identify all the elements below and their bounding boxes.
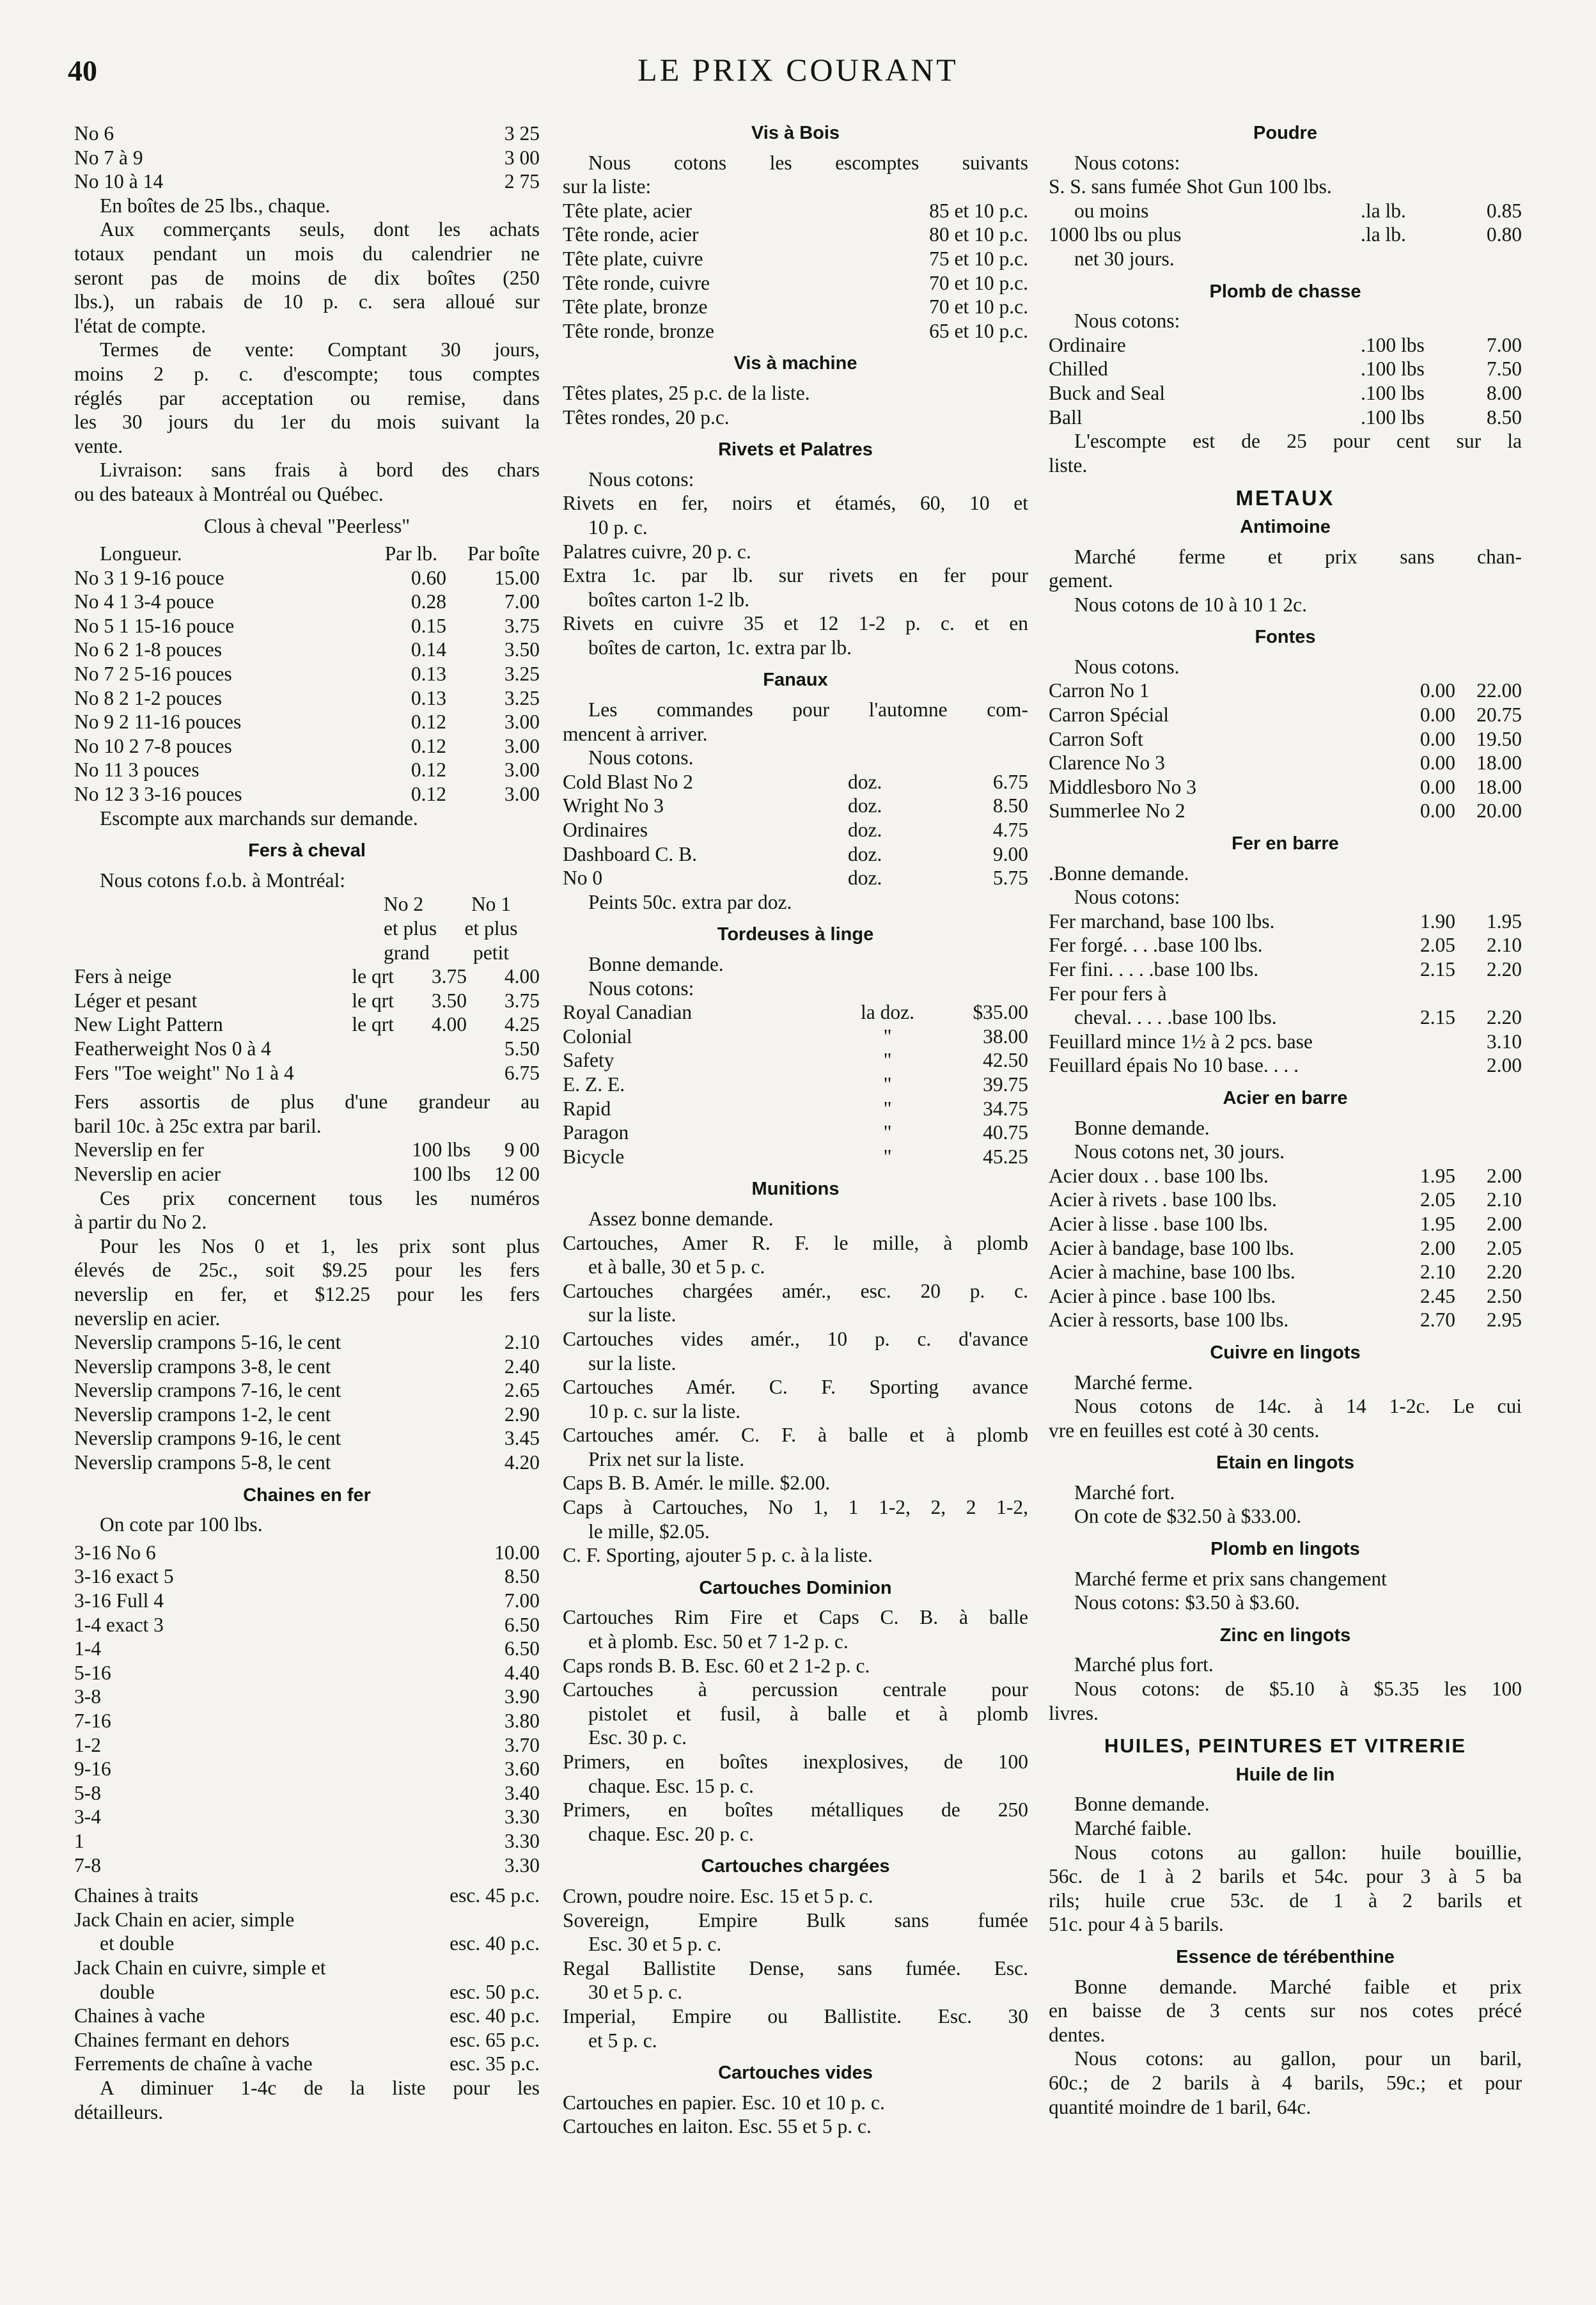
paragraph-line: Regal Ballistite Dense, sans fumée. Esc.: [563, 1956, 1028, 1979]
table-row: Paragon " 40.75: [563, 1121, 1028, 1144]
paragraph-line: 10 p. c. sur la liste.: [588, 1399, 740, 1422]
paragraph-line: totaux pendant un mois du calendrier ne: [74, 242, 540, 265]
paragraph-line: Ces prix concernent tous les numéros: [100, 1186, 540, 1209]
paragraph-line: l'état de compte.: [74, 314, 206, 337]
paragraph-line: Nous cotons au gallon: huile bouillie,: [1074, 1841, 1522, 1864]
table-row: 1 3.30: [74, 1829, 540, 1852]
paragraph-line: On cote de $32.50 à $33.00.: [1074, 1505, 1302, 1528]
table-row: Carron Soft 0.00 19.50: [1049, 727, 1522, 750]
table-row: Buck and Seal .100 lbs 8.00: [1049, 381, 1522, 404]
table-row: No 5 1 15-16 pouce 0.15 3.75: [74, 614, 540, 637]
table-row: New Light Pattern le qrt 4.00 4.25: [74, 1013, 540, 1036]
paragraph-line: A diminuer 1-4c de la liste pour les: [100, 2076, 540, 2099]
paragraph-line: Nous cotons: $3.50 à $3.60.: [1074, 1591, 1300, 1614]
section-heading: Plomb de chasse: [1209, 281, 1361, 302]
table-row: 7-16 3.80: [74, 1710, 540, 1732]
table-row: Fers à neige le qrt 3.75 4.00: [74, 965, 540, 988]
price-row: No 7 à 9 3 00: [74, 146, 540, 169]
paragraph-line: neverslip en acier.: [74, 1307, 221, 1330]
table-row: Ferrements de chaîne à vache esc. 35 p.c.: [74, 2052, 540, 2075]
section-heading: Tordeuses à linge: [717, 924, 874, 945]
table-row: Tête ronde, cuivre 70 et 10 p.c.: [563, 271, 1028, 294]
table-row: 3-16 exact 5 8.50: [74, 1565, 540, 1588]
section-heading: Vis à Bois: [751, 123, 840, 143]
paragraph-line: gement.: [1049, 569, 1113, 592]
table-row: ou moins .la lb. 0.85: [1074, 199, 1522, 222]
paragraph-line: sur la liste:: [563, 175, 652, 198]
paragraph-line: à partir du No 2.: [74, 1211, 207, 1234]
intro-line: Nous cotons:: [1074, 151, 1180, 174]
table-row: 5-16 4.40: [74, 1661, 540, 1684]
paragraph-line: Têtes rondes, 20 p.c.: [563, 405, 730, 429]
paragraph-line: Nous cotons: de $5.10 à $5.35 les 100: [1074, 1678, 1522, 1701]
section-heading: Munitions: [751, 1179, 840, 1200]
paragraph-line: Nous cotons: au gallon, pour un baril,: [1074, 2047, 1522, 2070]
table-row: 1-4 exact 3 6.50: [74, 1613, 540, 1636]
table-row: Featherweight Nos 0 à 4 5.50: [74, 1037, 540, 1060]
table-row: 3-16 Full 4 7.00: [74, 1589, 540, 1612]
price-row: No 6 3 25: [74, 122, 540, 145]
table-row: Rapid " 34.75: [563, 1097, 1028, 1120]
intro-line: Nous cotons:: [588, 977, 694, 1000]
boxes-note: En boîtes de 25 lbs., chaque.: [100, 194, 331, 217]
paragraph-line: Cartouches vides amér., 10 p. c. d'avance: [563, 1327, 1028, 1350]
table-row: Ordinaire .100 lbs 7.00: [1049, 333, 1522, 356]
paragraph-line: Cartouches, Amer R. F. le mille, à plomb: [563, 1231, 1028, 1254]
intro-line: .Bonne demande.: [1049, 861, 1189, 885]
paragraph-line: Livraison: sans frais à bord des chars: [100, 459, 540, 482]
table-row: No 7 2 5-16 pouces 0.13 3.25: [74, 663, 540, 686]
section-heading: Acier en barre: [1223, 1087, 1348, 1108]
paragraph-line: Jack Chain en acier, simple: [74, 1908, 295, 1931]
table-row: Neverslip crampons 5-16, le cent 2.10: [74, 1331, 540, 1354]
table-row: 3-16 No 6 10.00: [74, 1541, 540, 1564]
paragraph-line: Nous cotons de 14c. à 14 1-2c. Le cui: [1074, 1395, 1522, 1418]
page-number: 40: [68, 54, 97, 87]
table-row: Chaines à vache esc. 40 p.c.: [74, 2004, 540, 2027]
section-heading: Chaines en fer: [243, 1484, 371, 1506]
table-row: 3-8 3.90: [74, 1685, 540, 1708]
intro-line: Nous cotons:: [1074, 310, 1180, 333]
paragraph-line: Cartouches Rim Fire et Caps C. B. à balle: [563, 1606, 1028, 1629]
table-row: 5-8 3.40: [74, 1781, 540, 1804]
table-row: Neverslip crampons 1-2, le cent 2.90: [74, 1403, 540, 1426]
paragraph-line: L'escompte est de 25 pour cent sur la: [1074, 430, 1522, 453]
paragraph-line: Palatres cuivre, 20 p. c.: [563, 540, 751, 563]
section-heading: METAUX: [1235, 486, 1335, 510]
table-row: Ordinaires doz. 4.75: [563, 819, 1028, 842]
table-row: Léger et pesant le qrt 3.50 3.75: [74, 989, 540, 1012]
paragraph-line: élevés de 25c., soit $9.25 pour les fers: [74, 1259, 540, 1282]
paragraph-line: Nous cotons de 10 à 10 1 2c.: [1074, 593, 1307, 616]
paragraph-line: mencent à arriver.: [563, 722, 708, 745]
section-heading: Cartouches Dominion: [699, 1577, 892, 1598]
paragraph-line: Les commandes pour l'automne com-: [588, 698, 1028, 721]
paragraph-line: dentes.: [1049, 2023, 1106, 2046]
paragraph-line: Esc. 30 p. c.: [588, 1726, 687, 1749]
table-row: Tête plate, acier 85 et 10 p.c.: [563, 199, 1028, 222]
section-heading: HUILES, PEINTURES ET VITRERIE: [1104, 1735, 1467, 1758]
paragraph-line: Imperial, Empire ou Ballistite. Esc. 30: [563, 2004, 1028, 2027]
intro-line: Marché fort.: [1074, 1481, 1175, 1504]
intro-line: Bonne demande.: [1074, 1116, 1210, 1139]
paragraph-line: Fer pour fers à: [1049, 982, 1167, 1005]
table-row: Tête plate, cuivre 75 et 10 p.c.: [563, 247, 1028, 270]
paragraph-line: Primers, en boîtes inexplosives, de 100: [563, 1750, 1028, 1773]
paragraph-line: réglés par acceptation ou remise, dans: [74, 386, 540, 409]
section-heading: Antimoine: [1240, 516, 1331, 537]
paragraph-line: Peints 50c. extra par doz.: [588, 890, 792, 913]
table-row: No 10 2 7-8 pouces 0.12 3.00: [74, 734, 540, 757]
table-row: 9-16 3.60: [74, 1758, 540, 1781]
paragraph-line: neverslip en fer, et $12.25 pour les fers: [74, 1282, 540, 1305]
paragraph-line: et 5 p. c.: [588, 2029, 657, 2052]
paragraph-line: rils; huile crue 53c. de 1 à 2 barils et: [1049, 1889, 1522, 1912]
paragraph-line: Cartouches amér. C. F. à balle et à plomb: [563, 1424, 1028, 1447]
paragraph-line: Caps ronds B. B. Esc. 60 et 2 1-2 p. c.: [563, 1654, 870, 1677]
table-row: Acier doux . . base 100 lbs. 1.95 2.00: [1049, 1164, 1522, 1187]
paragraph-line: Termes de vente: Comptant 30 jours,: [100, 338, 540, 361]
paragraph-line: moins 2 p. c. d'escompte; tous comptes: [74, 362, 540, 385]
paragraph-line: Rivets en fer, noirs et étamés, 60, 10 et: [563, 492, 1028, 515]
price-row: No 10 à 14 2 75: [74, 170, 540, 193]
table-row: Neverslip en fer 100 lbs 9 00: [74, 1138, 540, 1161]
intro-line: Nous cotons.: [1074, 655, 1180, 678]
paragraph-line: ou des bateaux à Montréal ou Québec.: [74, 482, 384, 505]
paragraph-line: 30 et 5 p. c.: [588, 1981, 682, 2004]
table-row: Bicycle " 45.25: [563, 1145, 1028, 1168]
table-row: 1000 lbs ou plus .la lb. 0.80: [1049, 223, 1522, 246]
intro-line: Bonne demande.: [588, 953, 724, 975]
paragraph-line: et à plomb. Esc. 50 et 7 1-2 p. c.: [588, 1630, 849, 1653]
table-row: Summerlee No 2 0.00 20.00: [1049, 799, 1522, 822]
table-row: Carron No 1 0.00 22.00: [1049, 679, 1522, 702]
paragraph-line: Têtes plates, 25 p.c. de la liste.: [563, 381, 810, 404]
intro-line: Nous cotons f.o.b. à Montréal:: [100, 869, 346, 892]
paragraph-line: 56c. de 1 à 2 barils et 54c. pour 3 à 5 ba: [1049, 1865, 1522, 1888]
paragraph-line: liste.: [1049, 453, 1088, 476]
table-row: Feuillard mince 1½ à 2 pcs. base 3.10: [1049, 1030, 1522, 1053]
table-row: Cold Blast No 2 doz. 6.75: [563, 770, 1028, 793]
table-row: Colonial " 38.00: [563, 1025, 1028, 1048]
paragraph-line: net 30 jours.: [1074, 247, 1175, 270]
table-row: 1-4 6.50: [74, 1637, 540, 1660]
paragraph-line: 60c.; de 2 barils à 4 barils, 59c.; et pour: [1049, 2071, 1522, 2094]
intro-line: Nous cotons.: [588, 746, 694, 769]
column-heads: et plus et plus: [384, 917, 518, 940]
paragraph-line: Prix net sur la liste.: [588, 1447, 745, 1470]
paragraph-line: Pour les Nos 0 et 1, les prix sont plus: [100, 1234, 540, 1257]
table-row: Acier à lisse . base 100 lbs. 1.95 2.00: [1049, 1212, 1522, 1235]
section-heading: Poudre: [1253, 123, 1317, 143]
table-row: Royal Canadian la doz. $35.00: [563, 1001, 1028, 1024]
column-heads: grand petit: [384, 941, 509, 964]
paragraph-line: 51c. pour 4 à 5 barils.: [1049, 1913, 1224, 1936]
paragraph-line: vre en feuilles est coté à 30 cents.: [1049, 1419, 1320, 1442]
section-heading: Cartouches chargées: [701, 1856, 890, 1877]
paragraph-line: Caps B. B. Amér. le mille. $2.00.: [563, 1472, 831, 1495]
table-row: Acier à pince . base 100 lbs. 2.45 2.50: [1049, 1284, 1522, 1307]
paragraph-line: seront pas de moins de dix boîtes (250: [74, 266, 540, 289]
table-row: Ball .100 lbs 8.50: [1049, 405, 1522, 429]
intro-line: Bonne demande.: [1074, 1793, 1210, 1816]
section-heading: Essence de térébenthine: [1176, 1946, 1395, 1967]
intro-line: Nous cotons net, 30 jours.: [1074, 1140, 1285, 1163]
nails-header: Longueur. Par lb. Par boîte: [100, 542, 540, 565]
table-row: Tête plate, bronze 70 et 10 p.c.: [563, 295, 1028, 319]
table-row: No 12 3 3-16 pouces 0.12 3.00: [74, 783, 540, 806]
paragraph-line: chaque. Esc. 20 p. c.: [588, 1822, 754, 1845]
paragraph-line: Cartouches Amér. C. F. Sporting avance: [563, 1376, 1028, 1399]
paragraph-line: détailleurs.: [74, 2100, 164, 2123]
table-row: Chilled .100 lbs 7.50: [1049, 358, 1522, 381]
table-row: Tête ronde, acier 80 et 10 p.c.: [563, 223, 1028, 246]
paragraph-line: S. S. sans fumée Shot Gun 100 lbs.: [1049, 175, 1332, 198]
paragraph-line: Aux commerçants seuls, dont les achats: [100, 218, 540, 241]
table-row: et double esc. 40 p.c.: [100, 1932, 540, 1955]
table-row: Safety " 42.50: [563, 1049, 1028, 1072]
paragraph-line: Primers, en boîtes métalliques de 250: [563, 1798, 1028, 1821]
table-row: Carron Spécial 0.00 20.75: [1049, 704, 1522, 727]
table-row: Wright No 3 doz. 8.50: [563, 794, 1028, 817]
table-row: No 4 1 3-4 pouce 0.28 7.00: [74, 590, 540, 613]
paragraph-line: livres.: [1049, 1701, 1099, 1724]
page-title: LE PRIX COURANT: [638, 52, 958, 88]
intro-line: Marché ferme.: [1074, 1371, 1193, 1394]
table-row: 7-8 3.30: [74, 1853, 540, 1876]
section-heading: Fontes: [1255, 627, 1316, 648]
column-left: [74, 122, 540, 2124]
section-heading: Fanaux: [763, 670, 828, 691]
table-row: Neverslip crampons 9-16, le cent 3.45: [74, 1427, 540, 1450]
paragraph-line: boîtes carton 1-2 lb.: [588, 588, 749, 611]
paragraph-line: Nous cotons les escomptes suivants: [588, 151, 1028, 174]
table-row: No 3 1 9-16 pouce 0.60 15.00: [74, 566, 540, 589]
table-row: Neverslip en acier 100 lbs 12 00: [74, 1162, 540, 1185]
paragraph-line: Cartouches chargées amér., esc. 20 p. c.: [563, 1279, 1028, 1302]
paragraph-line: Cartouches en laiton. Esc. 55 et 5 p. c.: [563, 2115, 872, 2138]
paragraph-line: en baisse de 3 cents sur nos cotes précé: [1049, 1999, 1522, 2022]
table-row: double esc. 50 p.c.: [100, 1980, 540, 2003]
paragraph-line: Cartouches en papier. Esc. 10 et 10 p. c.: [563, 2091, 885, 2114]
section-heading: Rivets et Palatres: [718, 439, 873, 460]
paragraph-line: les 30 jours du 1er du mois suivant la: [74, 411, 540, 434]
section-heading: Cartouches vides: [718, 2063, 873, 2084]
table-row: No 9 2 11-16 pouces 0.12 3.00: [74, 711, 540, 734]
paragraph-line: C. F. Sporting, ajouter 5 p. c. à la liste.: [563, 1544, 873, 1567]
paragraph-line: Esc. 30 et 5 p. c.: [588, 1933, 722, 1956]
paragraph-line: chaque. Esc. 15 p. c.: [588, 1774, 754, 1797]
table-row: Fers "Toe weight" No 1 à 4 6.75: [74, 1061, 540, 1084]
table-row: Acier à bandage, base 100 lbs. 2.00 2.05: [1049, 1236, 1522, 1259]
paragraph-line: lbs.), un rabais de 10 p. c. sera alloué sur: [74, 290, 540, 313]
column-heads: No 2 No 1: [384, 893, 512, 916]
intro-line: On cote par 100 lbs.: [100, 1513, 263, 1536]
paragraph-line: Jack Chain en cuivre, simple et: [74, 1956, 326, 1979]
column-right: [1049, 122, 1522, 2119]
table-row: No 8 2 1-2 pouces 0.13 3.25: [74, 686, 540, 709]
table-row: Fer forgé. . . .base 100 lbs. 2.05 2.10: [1049, 934, 1522, 957]
paragraph-line: Crown, poudre noire. Esc. 15 et 5 p. c.: [563, 1884, 873, 1907]
table-row: Neverslip crampons 5-8, le cent 4.20: [74, 1451, 540, 1474]
paragraph-line: le mille, $2.05.: [588, 1520, 710, 1543]
table-row: E. Z. E. " 39.75: [563, 1073, 1028, 1096]
section-heading: Cuivre en lingots: [1210, 1342, 1361, 1363]
table-row: Acier à machine, base 100 lbs. 2.10 2.20: [1049, 1261, 1522, 1284]
section-heading: Etain en lingots: [1216, 1452, 1354, 1474]
table-row: Fer fini. . . . .base 100 lbs. 2.15 2.20: [1049, 958, 1522, 980]
table-row: Chaines fermant en dehors esc. 65 p.c.: [74, 2028, 540, 2051]
intro-line: Marché plus fort.: [1074, 1653, 1214, 1676]
section-heading: Fers à cheval: [248, 840, 366, 861]
table-row: Neverslip crampons 7-16, le cent 2.65: [74, 1379, 540, 1402]
paragraph-line: Bonne demande. Marché faible et prix: [1074, 1975, 1522, 1998]
section-heading: Vis à machine: [733, 353, 857, 374]
table-row: Feuillard épais No 10 base. . . . 2.00: [1049, 1054, 1522, 1077]
table-row: No 6 2 1-8 pouces 0.14 3.50: [74, 638, 540, 661]
table-row: Dashboard C. B. doz. 9.00: [563, 842, 1028, 865]
table-row: Fer marchand, base 100 lbs. 1.90 1.95: [1049, 909, 1522, 932]
table-row: 1-2 3.70: [74, 1733, 540, 1756]
table-row: Acier à rivets . base 100 lbs. 2.05 2.10: [1049, 1188, 1522, 1211]
paragraph-line: boîtes de carton, 1c. extra par lb.: [588, 636, 852, 659]
table-row: Acier à ressorts, base 100 lbs. 2.70 2.95: [1049, 1309, 1522, 1332]
paragraph-line: et à balle, 30 et 5 p. c.: [588, 1255, 765, 1278]
section-heading: Plomb en lingots: [1210, 1539, 1360, 1560]
table-row: Clarence No 3 0.00 18.00: [1049, 751, 1522, 775]
paragraph-line: vente.: [74, 434, 123, 457]
intro-line: Nous cotons:: [1074, 886, 1180, 909]
intro-line: Assez bonne demande.: [588, 1207, 774, 1230]
nails-discount: Escompte aux marchands sur demande.: [100, 806, 418, 830]
section-heading: Zinc en lingots: [1219, 1625, 1351, 1646]
table-row: cheval. . . . .base 100 lbs. 2.15 2.20: [1074, 1006, 1522, 1029]
paragraph-line: Marché ferme et prix sans chan-: [1074, 545, 1522, 568]
intro-line: Marché ferme et prix sans changement: [1074, 1567, 1387, 1590]
intro-line: Nous cotons:: [588, 468, 694, 491]
table-row: No 0 doz. 5.75: [563, 867, 1028, 890]
table-row: Tête ronde, bronze 65 et 10 p.c.: [563, 319, 1028, 342]
table-row: No 11 3 pouces 0.12 3.00: [74, 759, 540, 782]
table-row: Chaines à traits esc. 45 p.c.: [74, 1884, 540, 1907]
paragraph-line: Rivets en cuivre 35 et 12 1-2 p. c. et en: [563, 612, 1028, 635]
nails-title: Clous à cheval "Peerless": [203, 514, 411, 537]
paragraph-line: pistolet et fusil, à balle et à plomb: [588, 1702, 1028, 1725]
paragraph-line: Cartouches à percussion centrale pour: [563, 1678, 1028, 1701]
table-row: 3-4 3.30: [74, 1805, 540, 1829]
chains-table: [74, 1541, 540, 1877]
table-row: Neverslip crampons 3-8, le cent 2.40: [74, 1355, 540, 1378]
paragraph-line: Caps à Cartouches, No 1, 1 1-2, 2, 2 1-2,: [563, 1496, 1028, 1519]
paragraph-line: quantité moindre de 1 baril, 64c.: [1049, 2095, 1311, 2118]
paragraph-line: sur la liste.: [588, 1351, 677, 1374]
section-heading: Fer en barre: [1232, 833, 1339, 854]
table-row: Middlesboro No 3 0.00 18.00: [1049, 775, 1522, 798]
paragraph-line: Sovereign, Empire Bulk sans fumée: [563, 1908, 1028, 1931]
paragraph-line: baril 10c. à 25c extra par baril.: [74, 1114, 322, 1137]
paragraph-line: Extra 1c. par lb. sur rivets en fer pour: [563, 564, 1028, 587]
column-middle: [563, 122, 1028, 2139]
paragraph-line: Fers assortis de plus d'une grandeur au: [74, 1090, 540, 1113]
paragraph-line: sur la liste.: [588, 1303, 677, 1326]
section-heading: Huile de lin: [1235, 1764, 1335, 1785]
intro-line: Marché faible.: [1074, 1817, 1192, 1839]
paragraph-line: 10 p. c.: [588, 515, 648, 539]
